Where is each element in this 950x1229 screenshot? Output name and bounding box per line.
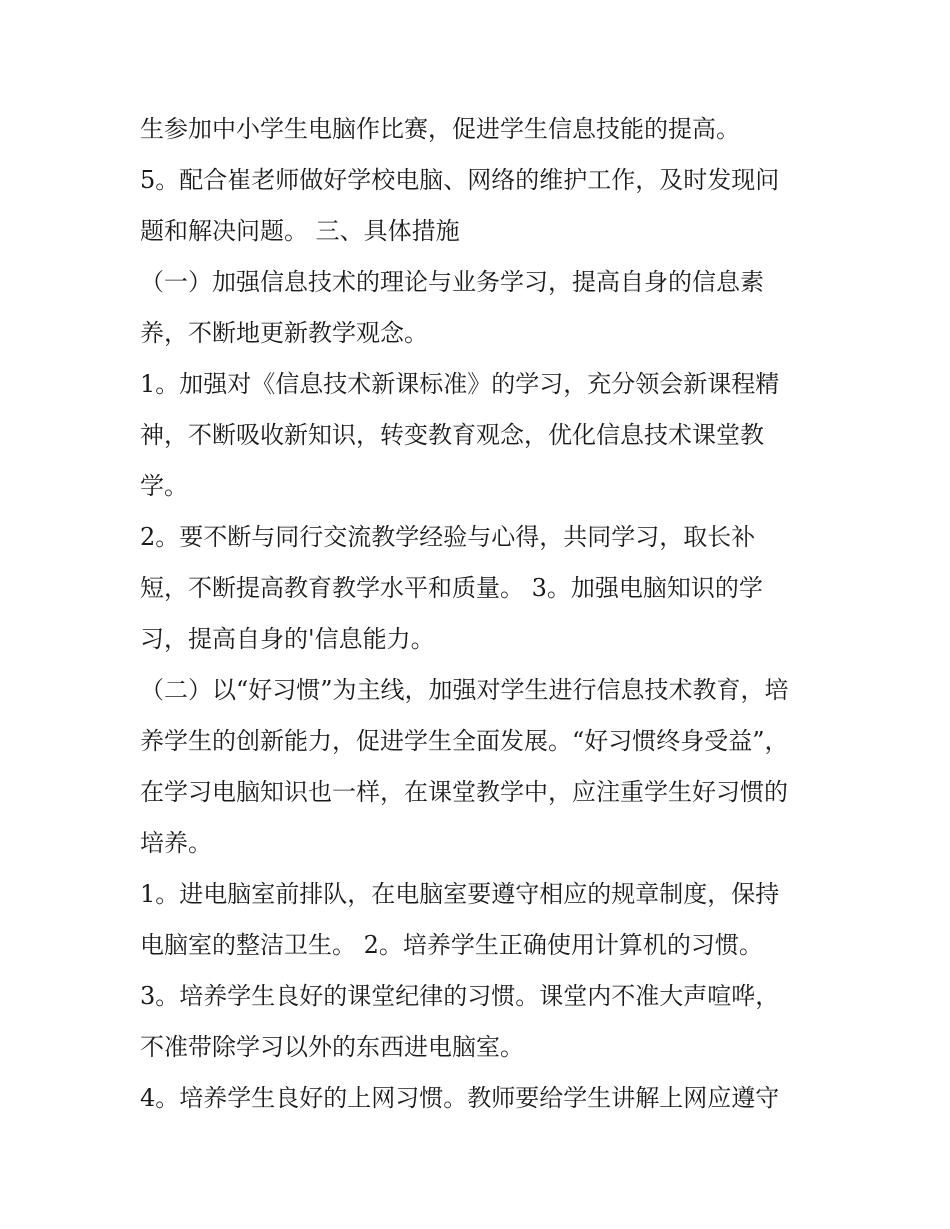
document-body: [140, 104, 830, 1124]
text-line: 养，不断地更新教学观念。: [140, 319, 428, 347]
text-line: 养学生的创新能力，促进学生全面发展。“好习惯终身受益”，: [140, 727, 789, 755]
text-line: （二）以“好习惯”为主线，加强对学生进行信息技术教育，培: [140, 676, 789, 704]
text-line: 习，提高自身的'信息能力。: [140, 625, 435, 653]
text-line: 1。加强对《信息技术新课标准》的学习，充分领会新课程精: [140, 370, 780, 398]
text-line: 2。要不断与同行交流教学经验与心得，共同学习，取长补: [140, 523, 756, 551]
text-line: 3。培养学生良好的课堂纪律的习惯。课堂内不准大声喧哗，: [140, 982, 780, 1010]
text-line: 培养。: [140, 829, 212, 857]
text-line: 题和解决问题。 三、具体措施: [140, 217, 460, 245]
text-line: 1。进电脑室前排队，在电脑室要遵守相应的规章制度，保持: [140, 880, 780, 908]
text-line: 电脑室的整洁卫生。 2。培养学生正确使用计算机的习惯。: [140, 931, 763, 959]
text-line: （一）加强信息技术的理论与业务学习，提高自身的信息素: [140, 268, 764, 296]
text-line: 生参加中小学生电脑作比赛，促进学生信息技能的提高。: [140, 115, 740, 143]
text-line: 4。培养学生良好的上网习惯。教师要给学生讲解上网应遵守: [140, 1084, 780, 1112]
text-line: 学。: [140, 472, 188, 500]
text-line: 短，不断提高教育教学水平和质量。 3。加强电脑知识的学: [140, 574, 763, 602]
text-line: 5。配合崔老师做好学校电脑、网络的维护工作，及时发现问: [140, 166, 780, 194]
text-line: 不准带除学习以外的东西进电脑室。: [140, 1033, 524, 1061]
text-line: 神，不断吸收新知识，转变教育观念，优化信息技术课堂教: [140, 421, 764, 449]
text-line: 在学习电脑知识也一样，在课堂教学中，应注重学生好习惯的: [140, 778, 788, 806]
